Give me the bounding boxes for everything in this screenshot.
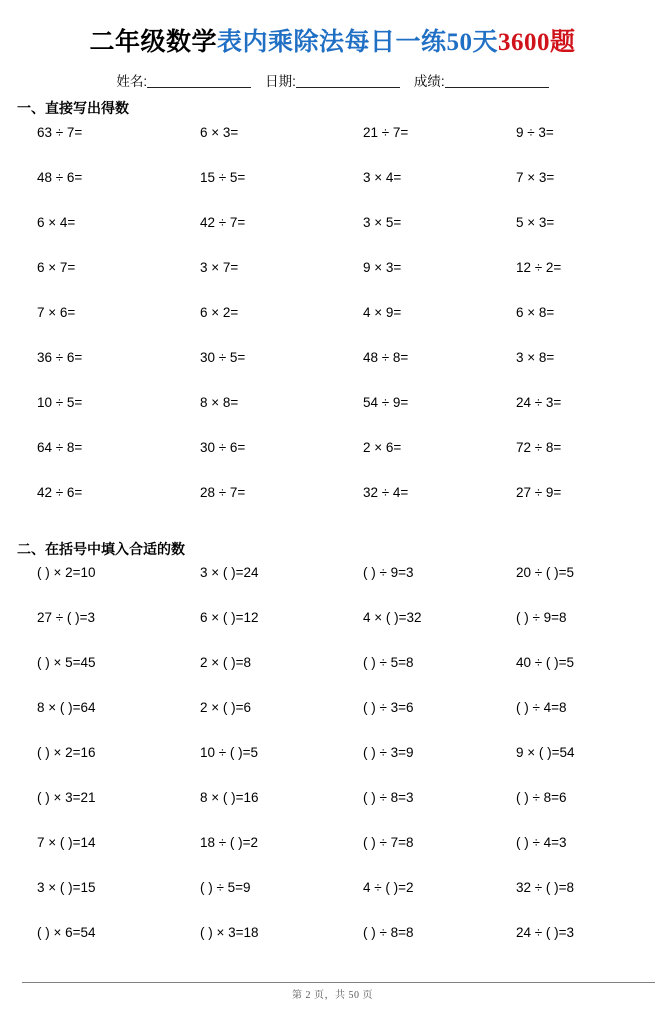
problem-cell[interactable]: 6 × ( )=12 — [200, 610, 259, 625]
problem-cell[interactable]: ( ) ÷ 9=3 — [363, 565, 414, 580]
footer-divider — [22, 982, 655, 983]
problem-cell[interactable]: 40 ÷ ( )=5 — [516, 655, 575, 670]
problem-cell[interactable]: ( ) × 2=16 — [37, 745, 96, 760]
problem-row — [0, 564, 665, 609]
problem-cell[interactable]: 6 × 3= — [200, 125, 239, 140]
problem-cell[interactable]: 64 ÷ 8= — [37, 440, 83, 455]
problem-cell[interactable]: 4 ÷ ( )=2 — [363, 880, 414, 895]
problem-row — [0, 789, 665, 834]
problem-cell[interactable]: 42 ÷ 6= — [37, 485, 83, 500]
problem-row — [0, 259, 665, 304]
problem-row — [0, 349, 665, 394]
problem-cell[interactable]: 32 ÷ 4= — [363, 485, 409, 500]
problem-cell[interactable]: 27 ÷ 9= — [516, 485, 562, 500]
problem-row — [0, 924, 665, 969]
date-label: 日期: — [265, 74, 296, 89]
problem-cell[interactable]: 6 × 2= — [200, 305, 239, 320]
problem-cell[interactable]: 24 ÷ ( )=3 — [516, 925, 575, 940]
problem-cell[interactable]: ( ) ÷ 8=8 — [363, 925, 414, 940]
problem-cell[interactable]: 3 × 7= — [200, 260, 239, 275]
problem-cell[interactable]: 27 ÷ ( )=3 — [37, 610, 96, 625]
problem-cell[interactable]: 9 × ( )=54 — [516, 745, 575, 760]
problem-cell[interactable]: ( ) × 5=45 — [37, 655, 96, 670]
problem-cell[interactable]: 18 ÷ ( )=2 — [200, 835, 259, 850]
problem-row — [0, 744, 665, 789]
problem-cell[interactable]: 8 × ( )=64 — [37, 700, 96, 715]
problem-cell[interactable]: ( ) ÷ 7=8 — [363, 835, 414, 850]
problem-cell[interactable]: 2 × ( )=8 — [200, 655, 252, 670]
problem-cell[interactable]: 6 × 4= — [37, 215, 76, 230]
problem-cell[interactable]: ( ) ÷ 5=8 — [363, 655, 414, 670]
date-field[interactable] — [265, 72, 400, 92]
problem-cell[interactable]: 32 ÷ ( )=8 — [516, 880, 575, 895]
problem-cell[interactable]: 36 ÷ 6= — [37, 350, 83, 365]
problem-cell[interactable]: 30 ÷ 6= — [200, 440, 246, 455]
problem-cell[interactable]: 12 ÷ 2= — [516, 260, 562, 275]
problem-cell[interactable]: 3 × ( )=15 — [37, 880, 96, 895]
problem-cell[interactable]: 28 ÷ 7= — [200, 485, 246, 500]
problem-cell[interactable]: ( ) × 3=18 — [200, 925, 259, 940]
problem-cell[interactable]: 7 × ( )=14 — [37, 835, 96, 850]
problem-row — [0, 484, 665, 529]
problem-cell[interactable]: 72 ÷ 8= — [516, 440, 562, 455]
problem-row — [0, 654, 665, 699]
name-field[interactable] — [116, 72, 251, 92]
problem-cell[interactable]: ( ) ÷ 4=3 — [516, 835, 567, 850]
problem-cell[interactable]: ( ) ÷ 9=8 — [516, 610, 567, 625]
problem-row — [0, 394, 665, 439]
problem-cell[interactable]: 8 × ( )=16 — [200, 790, 259, 805]
problem-cell[interactable]: 54 ÷ 9= — [363, 395, 409, 410]
problem-cell[interactable]: ( ) × 3=21 — [37, 790, 96, 805]
problem-cell[interactable]: ( ) × 2=10 — [37, 565, 96, 580]
problem-cell[interactable]: 42 ÷ 7= — [200, 215, 246, 230]
problem-cell[interactable]: 20 ÷ ( )=5 — [516, 565, 575, 580]
page-number-footer: 第 2 页，共 50 页 — [292, 990, 373, 1001]
problem-cell[interactable]: 10 ÷ 5= — [37, 395, 83, 410]
problem-cell[interactable]: 48 ÷ 6= — [37, 170, 83, 185]
student-info-row — [0, 72, 665, 92]
name-label: 姓名: — [116, 74, 148, 89]
problem-cell[interactable]: 7 × 3= — [516, 170, 555, 185]
problem-cell[interactable]: 63 ÷ 7= — [37, 125, 83, 140]
problem-cell[interactable]: ( ) ÷ 8=6 — [516, 790, 567, 805]
problem-row — [0, 214, 665, 259]
problem-cell[interactable]: ( ) ÷ 3=9 — [363, 745, 414, 760]
problem-cell[interactable]: 48 ÷ 8= — [363, 350, 409, 365]
problem-cell[interactable]: 24 ÷ 3= — [516, 395, 562, 410]
name-blank[interactable] — [147, 74, 251, 88]
page-title — [0, 26, 665, 59]
problem-cell[interactable]: 4 × 9= — [363, 305, 402, 320]
problem-cell[interactable]: 7 × 6= — [37, 305, 76, 320]
title-segment-red: 3600题 — [498, 29, 576, 56]
problem-row — [0, 124, 665, 169]
problem-cell[interactable]: ( ) ÷ 8=3 — [363, 790, 414, 805]
problem-cell[interactable]: 6 × 8= — [516, 305, 555, 320]
problem-row — [0, 439, 665, 484]
problem-cell[interactable]: 3 × 5= — [363, 215, 402, 230]
problem-cell[interactable]: 9 × 3= — [363, 260, 402, 275]
problem-row — [0, 169, 665, 214]
problem-cell[interactable]: ( ) ÷ 4=8 — [516, 700, 567, 715]
score-blank[interactable] — [445, 74, 549, 88]
problem-cell[interactable]: ( ) × 6=54 — [37, 925, 96, 940]
score-field[interactable] — [414, 72, 549, 92]
problem-cell[interactable]: 3 × ( )=24 — [200, 565, 259, 580]
problem-cell[interactable]: 21 ÷ 7= — [363, 125, 409, 140]
problem-cell[interactable]: 15 ÷ 5= — [200, 170, 246, 185]
problem-cell[interactable]: 9 ÷ 3= — [516, 125, 554, 140]
title-segment-blue: 表内乘除法每日一练50天 — [216, 29, 498, 56]
problem-cell[interactable]: 4 × ( )=32 — [363, 610, 422, 625]
problem-cell[interactable]: 3 × 4= — [363, 170, 402, 185]
problem-cell[interactable]: 30 ÷ 5= — [200, 350, 246, 365]
problem-cell[interactable]: ( ) ÷ 5=9 — [200, 880, 251, 895]
problem-cell[interactable]: 6 × 7= — [37, 260, 76, 275]
section-heading-1: 一、直接写出得数 — [17, 100, 129, 116]
problem-row — [0, 699, 665, 744]
score-label: 成绩: — [413, 74, 445, 89]
title-segment-black: 二年级数学 — [89, 29, 217, 56]
problem-cell[interactable]: 3 × 8= — [516, 350, 555, 365]
problem-cell[interactable]: 5 × 3= — [516, 215, 555, 230]
section-2-problem-grid — [0, 564, 665, 969]
problem-cell[interactable]: 2 × 6= — [363, 440, 402, 455]
problem-row — [0, 304, 665, 349]
problem-row — [0, 834, 665, 879]
problem-cell[interactable]: ( ) ÷ 3=6 — [363, 700, 414, 715]
section-heading-2: 二、在括号中填入合适的数 — [17, 541, 185, 557]
problem-cell[interactable]: 8 × 8= — [200, 395, 239, 410]
section-1-problem-grid — [0, 124, 665, 529]
problem-cell[interactable]: 10 ÷ ( )=5 — [200, 745, 259, 760]
problem-row — [0, 879, 665, 924]
problem-cell[interactable]: 2 × ( )=6 — [200, 700, 252, 715]
problem-row — [0, 609, 665, 654]
date-blank[interactable] — [296, 74, 400, 88]
